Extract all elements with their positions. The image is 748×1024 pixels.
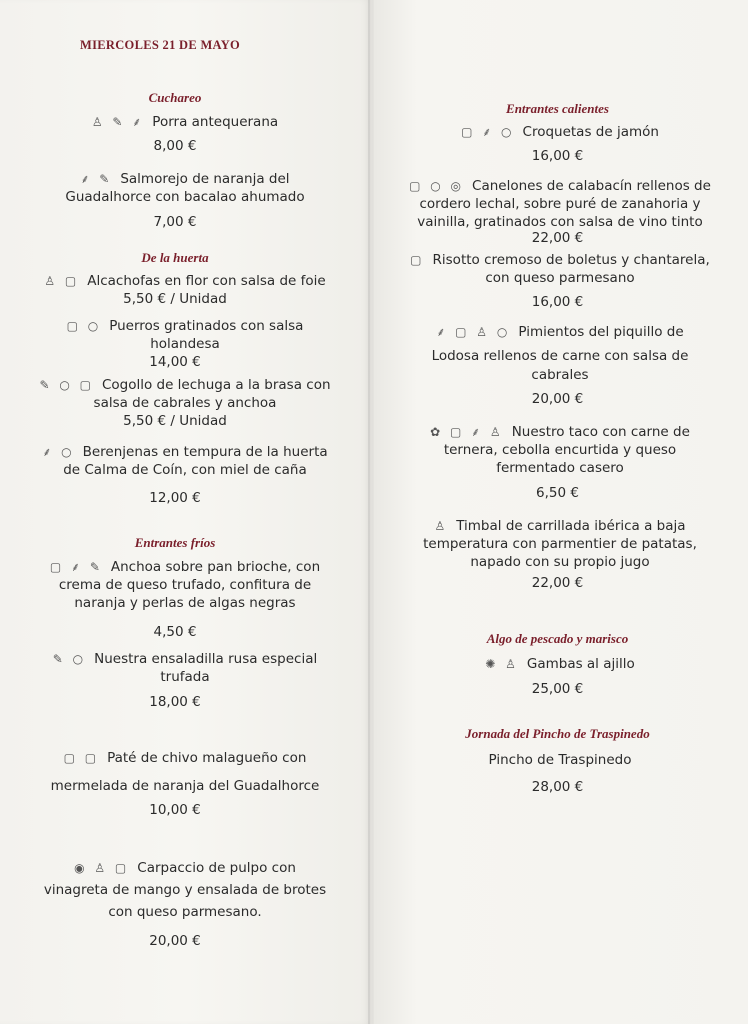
dish-price: 5,50 € / Unidad xyxy=(123,291,227,307)
dish-name: Salmorejo de naranja del xyxy=(120,171,290,187)
dish-price: 18,00 € xyxy=(149,694,201,710)
dish-cogollo xyxy=(15,376,355,412)
dish-name: Canelones de calabacín rellenos de xyxy=(472,178,711,194)
dish-name-line: cordero lechal, sobre puré de zanahoria y xyxy=(419,196,701,212)
dish-price: 25,00 € xyxy=(531,681,584,697)
dish-name: Berenjenas en tempura de la huerta xyxy=(82,444,328,460)
allergen-icon: ▢ ⸙ ○ xyxy=(461,125,515,139)
dish-name-line: salsa de cabrales y anchoa xyxy=(93,395,277,411)
dish-price: 20,00 € xyxy=(149,933,201,949)
allergen-icon: ♙ ✎ ⸙ xyxy=(91,115,145,129)
dish-price: 22,00 € xyxy=(531,575,584,591)
section-pescado: Algo de pescado y marisco xyxy=(486,631,629,646)
dish-price: 16,00 € xyxy=(531,148,584,164)
allergen-icon: ◉ ♙ ▢ xyxy=(74,861,130,875)
dish-anchoa xyxy=(15,558,355,612)
menu-date: MIERCOLES 21 DE MAYO xyxy=(80,38,241,52)
dish-price: 14,00 € xyxy=(149,354,201,370)
dish-price: 7,00 € xyxy=(153,214,197,230)
allergen-icon: ▢ ○ ◎ xyxy=(409,179,465,193)
dish-name: Pincho de Traspinedo xyxy=(488,752,632,768)
dish-price: 20,00 € xyxy=(531,391,584,407)
dish-price: 10,00 € xyxy=(149,802,201,818)
dish-name-line: vainilla, gratinados con salsa de vino tinto xyxy=(417,214,703,230)
dish-name-line: vinagreta de mango y ensalada de brotes xyxy=(43,882,327,898)
allergen-icon: ▢ ▢ xyxy=(63,751,100,765)
dish-ensaladilla xyxy=(15,650,355,686)
dish-croquetas xyxy=(390,123,730,141)
allergen-icon: ✿ ▢ ⸙ ♙ xyxy=(430,425,504,439)
dish-alcachofas xyxy=(10,272,360,290)
dish-canelones xyxy=(382,177,738,231)
dish-name: Cogollo de lechuga a la brasa con xyxy=(101,377,331,393)
dish-name: Carpaccio de pulpo con xyxy=(137,860,296,876)
dish-name-line: napado con su propio jugo xyxy=(470,554,650,570)
dish-porra xyxy=(20,113,350,131)
dish-name-line: fermentado casero xyxy=(496,460,624,476)
dish-name: Pimientos del piquillo de xyxy=(518,324,684,340)
dish-name: Anchoa sobre pan brioche, con xyxy=(110,559,321,575)
dish-pincho xyxy=(390,751,730,769)
dish-name-line: con queso parmesano xyxy=(485,270,635,286)
section-cuchareo: Cuchareo xyxy=(148,90,202,105)
allergen-icon: ♙ ▢ xyxy=(44,274,80,288)
allergen-icon: ⸙ ✎ xyxy=(80,172,113,186)
dish-name-line: crema de queso trufado, confitura de xyxy=(58,577,312,593)
allergen-icon: ▢ xyxy=(410,253,425,267)
dish-puerros xyxy=(20,317,350,353)
allergen-icon: ⸙ ▢ ♙ ○ xyxy=(436,325,511,339)
dish-name: Paté de chivo malagueño con xyxy=(107,750,307,766)
dish-name: Gambas al ajillo xyxy=(526,656,635,672)
dish-name: Porra antequerana xyxy=(152,114,279,130)
section-frios: Entrantes fríos xyxy=(134,535,216,550)
dish-name-line: naranja y perlas de algas negras xyxy=(74,595,296,611)
dish-price: 4,50 € xyxy=(153,624,197,640)
dish-name-line: Lodosa rellenos de carne con salsa de xyxy=(431,348,689,364)
section-jornada: Jornada del Pincho de Traspinedo xyxy=(465,726,650,741)
dish-price: 22,00 € xyxy=(531,230,584,246)
dish-pimientos xyxy=(385,323,735,385)
dish-price: 28,00 € xyxy=(531,779,584,795)
section-huerta: De la huerta xyxy=(141,250,209,265)
section-calientes: Entrantes calientes xyxy=(506,101,609,116)
dish-name: Timbal de carrillada ibérica a baja xyxy=(456,518,686,534)
allergen-icon: ▢ ⸙ ✎ xyxy=(49,560,103,574)
dish-name-line: con queso parmesano. xyxy=(108,904,262,920)
dish-name-line: holandesa xyxy=(150,336,220,352)
dish-name: Nuestra ensaladilla rusa especial xyxy=(94,651,318,667)
dish-name-line: de Calma de Coín, con miel de caña xyxy=(63,462,307,478)
dish-pate xyxy=(15,744,355,800)
dish-name: Puerros gratinados con salsa xyxy=(109,318,304,334)
dish-salmorejo xyxy=(20,170,350,206)
dish-price: 16,00 € xyxy=(531,294,584,310)
dish-risotto xyxy=(382,251,738,287)
dish-name: Risotto cremoso de boletus y chantarela, xyxy=(432,252,710,268)
dish-name: Alcachofas en flor con salsa de foie xyxy=(87,273,326,289)
allergen-icon: ✎ ○ xyxy=(52,652,87,666)
allergen-icon: ⸙ ○ xyxy=(42,445,75,459)
allergen-icon: ♙ xyxy=(434,519,449,533)
dish-name-line: temperatura con parmentier de patatas, xyxy=(423,536,697,552)
dish-name-line: trufada xyxy=(160,669,210,685)
dish-name-line: cabrales xyxy=(531,367,589,383)
dish-price: 5,50 € / Unidad xyxy=(123,413,227,429)
dish-name: Croquetas de jamón xyxy=(522,124,659,140)
dish-name-line: ternera, cebolla encurtida y queso xyxy=(443,442,677,458)
allergen-icon: ✎ ○ ▢ xyxy=(39,378,94,392)
dish-timbal xyxy=(385,517,735,571)
allergen-icon: ▢ ○ xyxy=(66,319,102,333)
dish-name-line: mermelada de naranja del Guadalhorce xyxy=(50,778,320,794)
dish-taco xyxy=(385,423,735,477)
allergen-icon: ✺ ♙ xyxy=(485,657,519,671)
dish-name: Nuestro taco con carne de xyxy=(511,424,690,440)
dish-gambas xyxy=(390,655,730,673)
dish-name-line: Guadalhorce con bacalao ahumado xyxy=(65,189,305,205)
dish-carpaccio xyxy=(10,857,360,923)
dish-price: 8,00 € xyxy=(153,138,197,154)
page-fold xyxy=(368,0,374,1024)
dish-price: 6,50 € xyxy=(536,485,579,501)
dish-price: 12,00 € xyxy=(149,490,201,506)
dish-berenjenas xyxy=(15,443,355,479)
